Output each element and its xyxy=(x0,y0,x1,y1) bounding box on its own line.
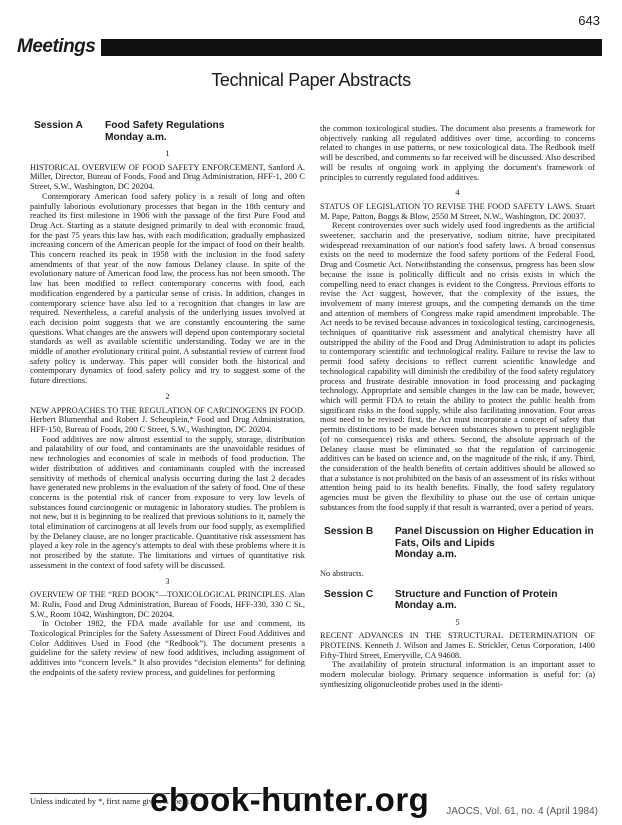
abstract-title: OVERVIEW OF THE “RED BOOK”—TOXICOLOGICAL PRINCIPLES. xyxy=(30,590,287,600)
abstract-title: HISTORICAL OVERVIEW OF FOOD SAFETY ENFORCEMENT, xyxy=(30,162,266,172)
abstract-number: 3 xyxy=(165,576,170,586)
no-abstracts-note: No abstracts. xyxy=(320,568,364,578)
watermark: ebook-hunter.org xyxy=(150,781,430,818)
session-c-title: Structure and Function of Protein xyxy=(395,588,558,600)
abstract-4-body: Recent controversies over such widely used food ingredients as the artificial sweetener, saccharin and the preservative, sodium nitrite, have precipitated widespread reexamination of our nation's food safety laws. A broad consensus exists on the need to modernize the food safety portions of the Federal Food, Drug and Cosmetic Act. Notwithstanding the consensus, progress has been slow because the issue is politically difficult and no crisis exists in which the compelling need to enact changes is evident to the Congress. Previous efforts to revise the Act suggest, however, that the complexity of the issues, the involvement of many interest groups, and the competing demands on the time and attention of members of Congress make rapid amendment improbable. The Act needs to be revised because advances in toxicological testing, carcinogenesis, techniques of quantitative risk assessment and analytical chemistry have all outstripped the ability of the Food and Drug Administration to adapt its policies to contemporary scientific and technological reality. Failure to revise the law to permit food safety decisions to reflect current scientific knowledge and technological capability will diminish the credibility of the food safety regulatory process and frustrate desirable innovation in food processing and packaging technology. Appropriate and sensible changes in the law can be made, however, which will permit FDA to retain the ability to protect the public health from significant risks in the food supply, while also facilitating innovation. Four areas most need to be revised: first, the Act must incorporate a concept of safety that permits distinctions to be made between substances shown to present negligible (of no consequence) risks and others. Second, the absolute approach of the Delaney clause must be eliminated so that the regulation of carcinogenic additives can be based on science and, on the magnitude of the risk, if any. Third, the consideration of the health benefits of certain additives should be allowed so that a substance is not prohibited on the basis of an assessment of its risks without attention being paid to its health benefits. Finally, the food safety regulatory agencies must be given the flexibility to phase out the use of certain unique substances from the food supply if that result is warranted, over a period of years. xyxy=(320,221,595,512)
right-column xyxy=(320,124,595,690)
page-number: 643 xyxy=(578,13,600,28)
journal-reference: JAOCS, Vol. 61, no. 4 (April 1984) xyxy=(446,806,598,817)
abstract-authors: Sanford A. Miller, Director, Bureau of Foods, Food and Drug Administration, HFF-1, 200 C Street, S.W., Washington, DC 20204. xyxy=(30,162,305,192)
abstract-title: STATUS OF LEGISLATION TO REVISE THE FOOD SAFETY LAWS. xyxy=(320,201,573,211)
abstract-title: NEW APPROACHES TO THE REGULATION OF CARCINOGENS IN FOOD. xyxy=(30,405,305,415)
session-b-label: Session B xyxy=(324,526,374,538)
abstract-2-body: Food additives are now almost essential to the supply, storage, distribution and palatability of our food, and contaminants are the unavoidable residues of new technologies and economies of scale in methods of food production. The wider distribution of additives and contaminants coupled with the increased sensitivity of methods of chemical analysis occurring during the last 2 decades have generated new problems in the evaluation of the safety of food. One of these concerns is the potential risk of cancer from exposure to very low levels of substances found carcinogenic or mutagenic in laboratory studies. The problem is not new, but it is beginning to be realized that previous solutions to it, namely the total elimination of carcinogens at all levels from our food supply, as exemplified by the Delaney clause, are no longer practicable. Quantitative risk assessment has played a key role in the agency's attempts to deal with these problems where it is not proscribed by the statute. The limitations and virtues of quantitative risk assessment in the context of food safety will be discussed. xyxy=(30,434,305,570)
abstract-3-heading xyxy=(30,590,305,619)
meetings-label: Meetings xyxy=(17,36,96,57)
session-c-time: Monday a.m. xyxy=(395,600,457,612)
abstract-authors: Alan M. Rulis, Food and Drug Administration, Bureau of Foods, HFF-330, 330 C St., S.W., Room 1042, Washington, DC 20204. xyxy=(30,590,305,619)
left-column xyxy=(30,120,305,678)
abstract-authors: Stuart M. Pape, Patton, Boggs & Blow, 2550 M Street, N.W., Washington, DC 20037. xyxy=(320,201,596,221)
abstract-authors: Herbert Blumenthal and Robert J. Scheuplein,* Food and Drug Administration, HFF-150, Bureau of Foods, 200 C Street, S.W., Washington, DC 20204. xyxy=(30,415,305,434)
session-a-heading xyxy=(30,120,305,143)
abstract-number: 4 xyxy=(455,188,460,198)
abstract-1-body: Contemporary American food safety policy is a result of long and often painfully laborious evolutionary processes that began in the 18th century and reached its first milestone in 1906 with the passage of the first Pure Food and Drug Act. Starting as a statute designed primarily to deal with economic fraud, for the past 75 years this law has, with each modification, gradually emphasized increasing concern of the American people for the impact of food on their health. This concern reached its peak in 1958 with the inclusion in the food safety amendments of that year of the now famous Delaney clause. In spite of the evolutionary nature of American food law, the process has not been smooth. The law has been modified to reflect contemporary concerns with food, each modification engendered by a particular sense of crisis. In addition, changes in contemporary science have also led to a recognition that changes in law are required. Nevertheless, a careful analysis of the underlying issues involved at each decision point suggests that we are constantly encountering the same questions. What changes are the answers will depend upon contemporary societal standards as well as available scientific understanding. Today we are in the middle of another evolutionary critical point. A substantial review of current food safety policy is underway. This paper will consider both the historical and contemporary dynamics of food safety policy and try to suggest some of the future directions. xyxy=(30,191,305,386)
session-b-heading xyxy=(320,526,595,561)
abstract-number: 2 xyxy=(165,391,170,401)
session-c-heading xyxy=(320,589,595,612)
session-a-label: Session A xyxy=(34,120,83,131)
abstract-3-body: In October 1982, the FDA made available for use and comment, its Toxicological Principles for the Safety Assessment of Direct Food Additives and Color Additives Used in Food (the “Redbook”). The document presents a guideline for the safety review of new food additives, including assignment of additives into “concern levels.” It also provides “decision elements” for defining the endpoints of the safety review process, and guidelines for performing xyxy=(30,619,305,677)
section-title: Technical Paper Abstracts xyxy=(211,70,411,90)
footnote: Unless indicated by *, first name given is speaker. xyxy=(30,793,305,806)
abstract-5-body: The availability of protein structural information is an important asset to modern molecular biology. Primary sequence information is useful for: (a) synthesizing oligonucleotide probes used in the identi- xyxy=(320,660,595,689)
abstract-4-heading xyxy=(320,202,595,221)
abstract-number: 1 xyxy=(165,149,170,158)
session-a-title: Food Safety Regulations xyxy=(105,120,225,131)
abstract-number: 5 xyxy=(455,617,460,627)
session-b-time: Monday a.m. xyxy=(395,549,457,561)
abstract-3-continued: the common toxicological studies. The document also presents a framework for objectively ranking all regulated additives over time, according to concerns related to changes in use patterns, or new toxicological data. The Redbook itself will be described, and comments so far received will be discussed. Also described will be results of ongoing work in applying the document's framework of principles to currently regulated food additives. xyxy=(320,124,595,182)
header-bar xyxy=(101,39,602,56)
session-c-label: Session C xyxy=(324,588,374,600)
abstract-2-heading xyxy=(30,406,305,435)
abstract-5-heading xyxy=(320,631,595,660)
meetings-header xyxy=(17,36,602,58)
session-b-title: Panel Discussion on Higher Education in Fats, Oils and Lipids xyxy=(395,526,594,549)
session-a-time: Monday a.m. xyxy=(105,131,167,143)
abstract-authors: Kenneth J. Wilson and James E. Strickler, Cetus Corporation, 1400 Fifty-Third Street, Emeryville, CA 94608. xyxy=(320,641,595,660)
abstract-title: RECENT ADVANCES IN THE STRUCTURAL DETERMINATION OF PROTEINS. xyxy=(320,631,595,651)
abstract-1-heading xyxy=(30,163,305,192)
